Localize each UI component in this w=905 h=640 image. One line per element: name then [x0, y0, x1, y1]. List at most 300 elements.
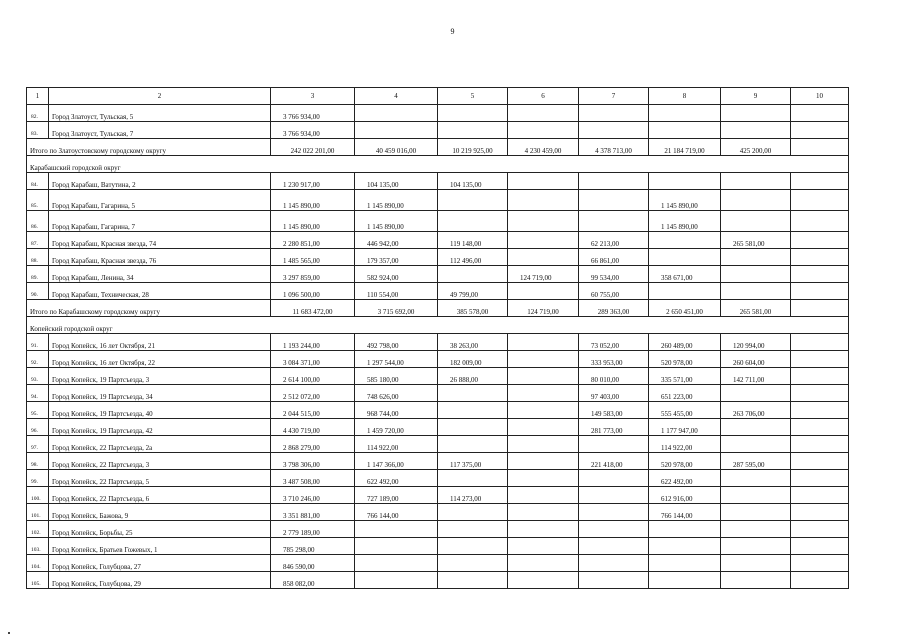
- column-header: 6: [508, 88, 579, 105]
- value-cell: 2 614 100,00: [271, 368, 355, 385]
- value-cell: 182 009,00: [438, 351, 508, 368]
- value-cell: [721, 266, 791, 283]
- value-cell: [791, 351, 849, 368]
- header-row: [27, 88, 849, 105]
- row-number: 97.: [27, 436, 49, 453]
- value-cell: 1 147 366,00: [355, 453, 438, 470]
- section-label: Карабашский городской округ: [27, 156, 849, 173]
- row-number: 85.: [27, 190, 49, 211]
- table-row: [27, 521, 849, 538]
- value-cell: 585 180,00: [355, 368, 438, 385]
- value-cell: [791, 521, 849, 538]
- value-cell: [579, 122, 649, 139]
- value-cell: 119 148,00: [438, 232, 508, 249]
- address-cell: Город Копейск, Братьев Гожевых, 1: [49, 538, 271, 555]
- address-cell: Город Копейск, Бажова, 9: [49, 504, 271, 521]
- row-number: 95.: [27, 402, 49, 419]
- address-cell: Город Карабаш, Ватутина, 2: [49, 173, 271, 190]
- value-cell: 3 710 246,00: [271, 487, 355, 504]
- address-cell: Город Карабаш, Ленина, 34: [49, 266, 271, 283]
- value-cell: 149 583,00: [579, 402, 649, 419]
- table-row: [27, 555, 849, 572]
- value-cell: 62 213,00: [579, 232, 649, 249]
- value-cell: [649, 232, 721, 249]
- value-cell: [438, 122, 508, 139]
- row-number: 99.: [27, 470, 49, 487]
- section-label: Копейский городской округ: [27, 317, 849, 334]
- value-cell: [721, 190, 791, 211]
- value-cell: [721, 555, 791, 572]
- row-number: 101.: [27, 504, 49, 521]
- value-cell: [438, 211, 508, 232]
- value-cell: [579, 572, 649, 589]
- value-cell: 112 496,00: [438, 249, 508, 266]
- row-number: 84.: [27, 173, 49, 190]
- column-header: 3: [271, 88, 355, 105]
- total-cell: 124 719,00: [508, 300, 579, 317]
- value-cell: [721, 436, 791, 453]
- row-number: 86.: [27, 211, 49, 232]
- value-cell: [438, 419, 508, 436]
- value-cell: [791, 211, 849, 232]
- value-cell: [649, 105, 721, 122]
- value-cell: [438, 105, 508, 122]
- table-row: [27, 334, 849, 351]
- value-cell: [579, 211, 649, 232]
- value-cell: [791, 105, 849, 122]
- total-cell: 289 363,00: [579, 300, 649, 317]
- value-cell: 260 604,00: [721, 351, 791, 368]
- value-cell: [791, 190, 849, 211]
- table-row: [27, 368, 849, 385]
- value-cell: [579, 504, 649, 521]
- value-cell: [438, 402, 508, 419]
- address-cell: Город Карабаш, Гагарина, 5: [49, 190, 271, 211]
- row-number: 82.: [27, 105, 49, 122]
- value-cell: 80 010,00: [579, 368, 649, 385]
- value-cell: [791, 334, 849, 351]
- value-cell: [508, 105, 579, 122]
- address-cell: Город Карабаш, Гагарина, 7: [49, 211, 271, 232]
- value-cell: [791, 436, 849, 453]
- table-row: [27, 283, 849, 300]
- value-cell: [508, 419, 579, 436]
- value-cell: 117 375,00: [438, 453, 508, 470]
- value-cell: [721, 385, 791, 402]
- value-cell: 2 280 851,00: [271, 232, 355, 249]
- section-row: [27, 156, 849, 173]
- row-number: 98.: [27, 453, 49, 470]
- value-cell: [438, 521, 508, 538]
- value-cell: 335 571,00: [649, 368, 721, 385]
- value-cell: 727 189,00: [355, 487, 438, 504]
- table-row: [27, 419, 849, 436]
- value-cell: [508, 521, 579, 538]
- value-cell: [721, 211, 791, 232]
- value-cell: [649, 173, 721, 190]
- value-cell: [579, 190, 649, 211]
- value-cell: [791, 283, 849, 300]
- value-cell: [649, 555, 721, 572]
- value-cell: [791, 487, 849, 504]
- total-cell: 11 683 472,00: [271, 300, 355, 317]
- column-header: 10: [791, 88, 849, 105]
- value-cell: 179 357,00: [355, 249, 438, 266]
- address-cell: Город Златоуст, Тульская, 7: [49, 122, 271, 139]
- value-cell: 2 512 072,00: [271, 385, 355, 402]
- table-row: [27, 249, 849, 266]
- value-cell: 97 403,00: [579, 385, 649, 402]
- address-cell: Город Копейск, Борьбы, 25: [49, 521, 271, 538]
- row-number: 105.: [27, 572, 49, 589]
- value-cell: [721, 504, 791, 521]
- row-number: 91.: [27, 334, 49, 351]
- value-cell: 99 534,00: [579, 266, 649, 283]
- address-cell: Город Копейск, 22 Партсъезда, 5: [49, 470, 271, 487]
- value-cell: [791, 249, 849, 266]
- total-cell: 2 650 451,00: [649, 300, 721, 317]
- row-number: 87.: [27, 232, 49, 249]
- value-cell: 492 798,00: [355, 334, 438, 351]
- column-header: 1: [27, 88, 49, 105]
- value-cell: 3 766 934,00: [271, 105, 355, 122]
- value-cell: [721, 419, 791, 436]
- value-cell: 333 953,00: [579, 351, 649, 368]
- value-cell: [508, 368, 579, 385]
- value-cell: [791, 555, 849, 572]
- value-cell: [508, 385, 579, 402]
- value-cell: [438, 190, 508, 211]
- value-cell: [508, 555, 579, 572]
- value-cell: [579, 173, 649, 190]
- table-row: [27, 173, 849, 190]
- value-cell: [721, 122, 791, 139]
- value-cell: [579, 470, 649, 487]
- column-header: 4: [355, 88, 438, 105]
- value-cell: 281 773,00: [579, 419, 649, 436]
- total-cell: 40 459 016,00: [355, 139, 438, 156]
- table-row: [27, 211, 849, 232]
- value-cell: 1 145 890,00: [271, 190, 355, 211]
- table-row: [27, 538, 849, 555]
- value-cell: 846 590,00: [271, 555, 355, 572]
- value-cell: 26 888,00: [438, 368, 508, 385]
- value-cell: [791, 173, 849, 190]
- total-row: [27, 139, 849, 156]
- value-cell: [649, 249, 721, 266]
- table-row: [27, 385, 849, 402]
- value-cell: [508, 334, 579, 351]
- value-cell: 1 459 720,00: [355, 419, 438, 436]
- column-header: 7: [579, 88, 649, 105]
- value-cell: [508, 538, 579, 555]
- value-cell: [721, 470, 791, 487]
- value-cell: 114 273,00: [438, 487, 508, 504]
- value-cell: [721, 105, 791, 122]
- table-row: [27, 470, 849, 487]
- value-cell: 3 487 508,00: [271, 470, 355, 487]
- table-row: [27, 402, 849, 419]
- value-cell: [579, 105, 649, 122]
- value-cell: [579, 521, 649, 538]
- value-cell: [438, 555, 508, 572]
- column-header: 8: [649, 88, 721, 105]
- table-row: [27, 436, 849, 453]
- row-number: 96.: [27, 419, 49, 436]
- value-cell: 1 145 890,00: [649, 190, 721, 211]
- total-cell: [791, 139, 849, 156]
- row-number: 100.: [27, 487, 49, 504]
- row-number: 89.: [27, 266, 49, 283]
- value-cell: 66 861,00: [579, 249, 649, 266]
- address-cell: Город Златоуст, Тульская, 5: [49, 105, 271, 122]
- address-cell: Город Копейск, Голубцова, 29: [49, 572, 271, 589]
- value-cell: [791, 402, 849, 419]
- table-row: [27, 266, 849, 283]
- value-cell: [649, 572, 721, 589]
- value-cell: 1 297 544,00: [355, 351, 438, 368]
- value-cell: 73 052,00: [579, 334, 649, 351]
- total-cell: 10 219 925,00: [438, 139, 508, 156]
- total-cell: 3 715 692,00: [355, 300, 438, 317]
- value-cell: [791, 538, 849, 555]
- value-cell: [508, 232, 579, 249]
- value-cell: [791, 504, 849, 521]
- address-cell: Город Копейск, 19 Партсъезда, 3: [49, 368, 271, 385]
- value-cell: [355, 572, 438, 589]
- value-cell: 287 595,00: [721, 453, 791, 470]
- value-cell: [721, 283, 791, 300]
- value-cell: [721, 572, 791, 589]
- value-cell: [508, 487, 579, 504]
- address-cell: Город Копейск, Голубцова, 27: [49, 555, 271, 572]
- value-cell: [508, 470, 579, 487]
- value-cell: 3 766 934,00: [271, 122, 355, 139]
- value-cell: 49 799,00: [438, 283, 508, 300]
- section-row: [27, 317, 849, 334]
- value-cell: 582 924,00: [355, 266, 438, 283]
- value-cell: 142 711,00: [721, 368, 791, 385]
- total-label: Итого по Карабашскому городскому округу: [27, 300, 271, 317]
- value-cell: [508, 211, 579, 232]
- value-cell: [791, 266, 849, 283]
- row-number: 102.: [27, 521, 49, 538]
- value-cell: 1 230 917,00: [271, 173, 355, 190]
- table-row: [27, 232, 849, 249]
- table-row: [27, 487, 849, 504]
- value-cell: [721, 249, 791, 266]
- row-number: 93.: [27, 368, 49, 385]
- row-number: 103.: [27, 538, 49, 555]
- total-cell: 425 200,00: [721, 139, 791, 156]
- column-header: 9: [721, 88, 791, 105]
- value-cell: 3 084 371,00: [271, 351, 355, 368]
- value-cell: [508, 572, 579, 589]
- value-cell: [649, 538, 721, 555]
- value-cell: 221 418,00: [579, 453, 649, 470]
- value-cell: 358 671,00: [649, 266, 721, 283]
- total-row: [27, 300, 849, 317]
- table-row: [27, 105, 849, 122]
- value-cell: [649, 122, 721, 139]
- value-cell: [791, 453, 849, 470]
- value-cell: [791, 419, 849, 436]
- address-cell: Город Карабаш, Красная звезда, 74: [49, 232, 271, 249]
- value-cell: [721, 173, 791, 190]
- value-cell: [791, 470, 849, 487]
- value-cell: [508, 173, 579, 190]
- value-cell: 265 581,00: [721, 232, 791, 249]
- value-cell: 968 744,00: [355, 402, 438, 419]
- value-cell: 104 135,00: [355, 173, 438, 190]
- table-body: [27, 88, 849, 589]
- value-cell: 858 082,00: [271, 572, 355, 589]
- total-cell: 21 184 719,00: [649, 139, 721, 156]
- value-cell: [355, 122, 438, 139]
- value-cell: 114 922,00: [355, 436, 438, 453]
- value-cell: [355, 521, 438, 538]
- value-cell: [791, 368, 849, 385]
- value-cell: [355, 105, 438, 122]
- value-cell: 1 145 890,00: [649, 211, 721, 232]
- value-cell: 2 779 189,00: [271, 521, 355, 538]
- table-row: [27, 351, 849, 368]
- column-header: 5: [438, 88, 508, 105]
- value-cell: 260 489,00: [649, 334, 721, 351]
- column-header: 2: [49, 88, 271, 105]
- row-number: 92.: [27, 351, 49, 368]
- value-cell: [438, 504, 508, 521]
- value-cell: 3 351 881,00: [271, 504, 355, 521]
- value-cell: 1 193 244,00: [271, 334, 355, 351]
- value-cell: 1 096 500,00: [271, 283, 355, 300]
- value-cell: 555 455,00: [649, 402, 721, 419]
- value-cell: [508, 190, 579, 211]
- value-cell: 1 485 565,00: [271, 249, 355, 266]
- value-cell: [649, 521, 721, 538]
- value-cell: 1 145 890,00: [355, 211, 438, 232]
- address-cell: Город Копейск, 22 Партсъезда, 6: [49, 487, 271, 504]
- address-cell: Город Карабаш, Техническая, 28: [49, 283, 271, 300]
- value-cell: 785 298,00: [271, 538, 355, 555]
- value-cell: [649, 283, 721, 300]
- table-row: [27, 190, 849, 211]
- address-cell: Город Копейск, 16 лет Октября, 21: [49, 334, 271, 351]
- value-cell: [791, 572, 849, 589]
- value-cell: [438, 266, 508, 283]
- value-cell: [579, 555, 649, 572]
- value-cell: 520 978,00: [649, 351, 721, 368]
- value-cell: [438, 572, 508, 589]
- value-cell: [508, 402, 579, 419]
- value-cell: [579, 538, 649, 555]
- address-cell: Город Копейск, 19 Партсъезда, 42: [49, 419, 271, 436]
- table-row: [27, 572, 849, 589]
- address-cell: Город Копейск, 22 Партсъезда, 2а: [49, 436, 271, 453]
- value-cell: 612 916,00: [649, 487, 721, 504]
- value-cell: 114 922,00: [649, 436, 721, 453]
- total-cell: 385 578,00: [438, 300, 508, 317]
- value-cell: [791, 122, 849, 139]
- table-row: [27, 453, 849, 470]
- total-cell: 242 022 201,00: [271, 139, 355, 156]
- value-cell: 124 719,00: [508, 266, 579, 283]
- total-cell: 4 230 459,00: [508, 139, 579, 156]
- value-cell: 766 144,00: [355, 504, 438, 521]
- value-cell: 622 492,00: [649, 470, 721, 487]
- table-row: [27, 122, 849, 139]
- value-cell: [438, 470, 508, 487]
- value-cell: [579, 487, 649, 504]
- value-cell: [508, 283, 579, 300]
- address-cell: Город Карабаш, Красная звезда, 76: [49, 249, 271, 266]
- row-number: 83.: [27, 122, 49, 139]
- value-cell: [508, 436, 579, 453]
- value-cell: [791, 385, 849, 402]
- address-cell: Город Копейск, 19 Партсъезда, 34: [49, 385, 271, 402]
- value-cell: 1 177 947,00: [649, 419, 721, 436]
- value-cell: 3 297 859,00: [271, 266, 355, 283]
- value-cell: 38 263,00: [438, 334, 508, 351]
- value-cell: [508, 249, 579, 266]
- value-cell: 622 492,00: [355, 470, 438, 487]
- value-cell: [508, 122, 579, 139]
- value-cell: [791, 232, 849, 249]
- value-cell: 120 994,00: [721, 334, 791, 351]
- scan-speck: [8, 632, 10, 634]
- value-cell: 4 430 719,00: [271, 419, 355, 436]
- value-cell: 1 145 890,00: [271, 211, 355, 232]
- value-cell: [438, 538, 508, 555]
- address-cell: Город Копейск, 19 Партсъезда, 40: [49, 402, 271, 419]
- value-cell: [721, 521, 791, 538]
- value-cell: [438, 385, 508, 402]
- table-row: [27, 504, 849, 521]
- value-cell: 263 706,00: [721, 402, 791, 419]
- row-number: 94.: [27, 385, 49, 402]
- value-cell: [721, 487, 791, 504]
- value-cell: 1 145 890,00: [355, 190, 438, 211]
- value-cell: 110 554,00: [355, 283, 438, 300]
- value-cell: [508, 453, 579, 470]
- value-cell: [508, 351, 579, 368]
- value-cell: 3 798 306,00: [271, 453, 355, 470]
- value-cell: 651 223,00: [649, 385, 721, 402]
- value-cell: [508, 504, 579, 521]
- value-cell: 520 978,00: [649, 453, 721, 470]
- total-cell: 265 581,00: [721, 300, 791, 317]
- total-cell: [791, 300, 849, 317]
- row-number: 104.: [27, 555, 49, 572]
- value-cell: 104 135,00: [438, 173, 508, 190]
- total-label: Итого по Златоустовскому городскому округу: [27, 139, 271, 156]
- value-cell: [438, 436, 508, 453]
- value-cell: 766 144,00: [649, 504, 721, 521]
- address-cell: Город Копейск, 22 Партсъезда, 3: [49, 453, 271, 470]
- total-cell: 4 378 713,00: [579, 139, 649, 156]
- value-cell: 446 942,00: [355, 232, 438, 249]
- value-cell: 2 868 279,00: [271, 436, 355, 453]
- page-number: 9: [450, 27, 455, 36]
- value-cell: 60 755,00: [579, 283, 649, 300]
- row-number: 88.: [27, 249, 49, 266]
- value-cell: 748 626,00: [355, 385, 438, 402]
- row-number: 90.: [27, 283, 49, 300]
- value-cell: 2 044 515,00: [271, 402, 355, 419]
- value-cell: [721, 538, 791, 555]
- value-cell: [355, 555, 438, 572]
- data-table: [26, 87, 849, 589]
